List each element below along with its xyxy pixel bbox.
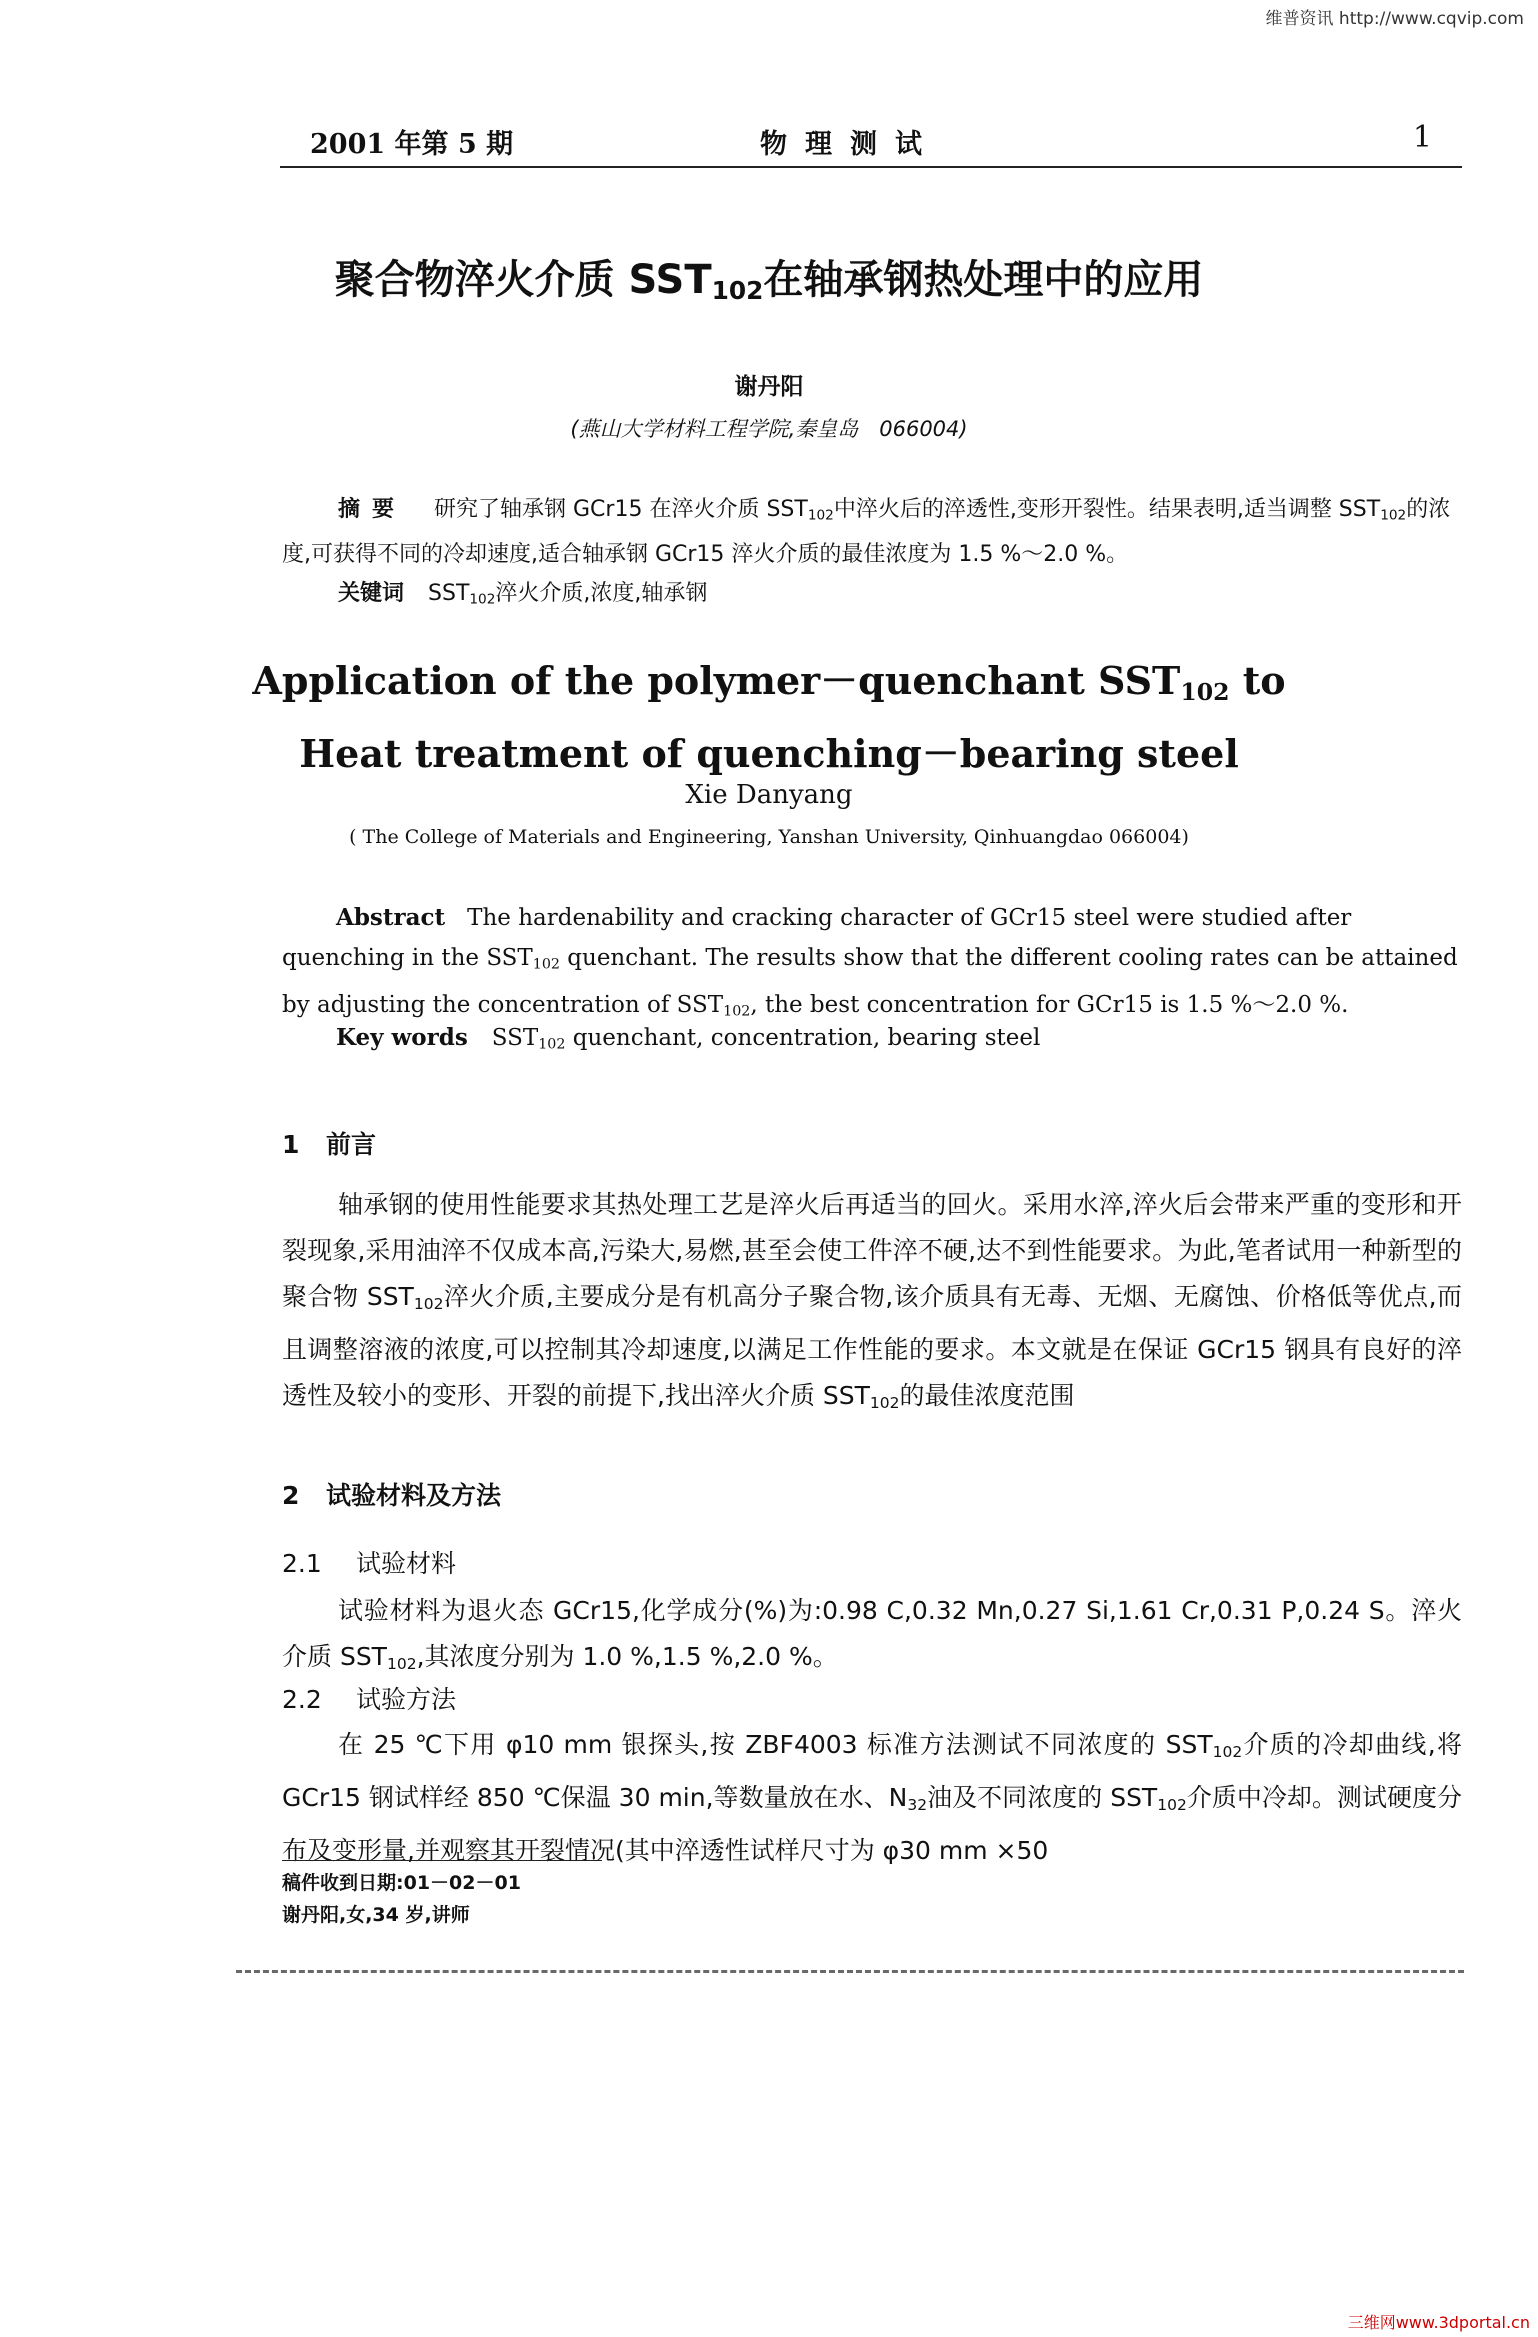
footnote-received: 稿件收到日期:01－02－01 (282, 1872, 521, 1894)
watermark: 维普资讯 http://www.cqvip.com (1265, 9, 1524, 29)
section-heading-1: 1 前言 (282, 1130, 377, 1159)
abstract-chinese: 摘要 研究了轴承钢 GCr15 在淬火介质 $SST_{102}$中淬火后的淬透性,变形开裂性。结果表明,适当调整 $SST_{102}$的浓度,可获得不同的冷却速度,适合轴承钢 GCr15 淬火介质的最佳浓度为 1.5 %～2.0 %。 (282, 497, 1451, 568)
footnote-rule (282, 1860, 602, 1861)
footnote-author-bio: 谢丹阳,女,34 岁,讲师 (282, 1904, 470, 1926)
page-number: 1 (1412, 120, 1432, 155)
title-chinese: 聚合物淬火介质 $SST_{102}$在轴承钢热处理中的应用 (334, 257, 1204, 306)
abstract-en-label: Abstract (336, 904, 446, 931)
abstract-label: 摘要 (338, 497, 407, 522)
section-heading-2: 2 试验材料及方法 (282, 1481, 502, 1510)
affiliation-english: ( The College of Materials and Engineering, Yanshan University, Qinhuangdao 066004) (349, 826, 1189, 848)
scan-artifact-line (236, 1970, 1464, 1973)
journal-name: 物理测试 (760, 129, 940, 160)
keywords-en-label: Key words (336, 1024, 468, 1051)
section-1-paragraph: 轴承钢的使用性能要求其热处理工艺是淬火后再适当的回火。采用水淬,淬火后会带来严重的变形和开裂现象,采用油淬不仅成本高,污染大,易燃,甚至会使工件淬不硬,达不到性能要求。为此,笔者试用一种新型的聚合物 $SST_{102}$淬火介质,主要成分是有机高分子聚合物,该介质具有无毒、无烟、无腐蚀、价格低等优点,而且调整溶液的浓度,可以控制其冷却速度,以满足工作性能的要求。本文就是在保证 GCr15 钢具有良好的淬透性及较小的变形、开裂的前提下,找出淬火介质 $SST_{102}$的最佳浓度范围 (282, 1190, 1462, 1412)
running-header (280, 118, 1462, 168)
keywords-english: Key words $SST_{102}$ quenchant, concentration, bearing steel (336, 1024, 1041, 1053)
issue-label: 2001 年第 5 期 (310, 129, 514, 160)
keywords-chinese: 关键词 $SST_{102}$淬火介质,浓度,轴承钢 (338, 581, 708, 608)
affiliation-chinese: (燕山大学材料工程学院,秦皇岛 066004) (570, 417, 968, 441)
abstract-english: Abstract The hardenability and cracking character of GCr15 steel were studied after quenching in the $SST_{102}$ quenchant. The results show that the different cooling rates can be attained by adjusting the concentration of $SST_{102}$, the best concentration for GCr15 is 1.5 %～2.0 %. (282, 904, 1458, 1020)
section-2-2-paragraph: 在 25 ℃下用 φ10 mm 银探头,按 ZBF4003 标准方法测试不同浓度的 $SST_{102}$介质的冷却曲线,将 GCr15 钢试样经 850 ℃保温 30 min,等数量放在水、$N_{32}$油及不同浓度的 $SST_{102}$介质中冷却。测试硬度分布及变形量,并观察其开裂情况(其中淬透性试样尺寸为 φ30 mm ×50 (282, 1730, 1462, 1865)
site-watermark: 三维网www.3dportal.cn (1347, 2313, 1530, 2332)
keywords-label: 关键词 (338, 581, 405, 606)
author-chinese: 谢丹阳 (734, 374, 804, 400)
subsection-heading-2-1: 2.1 试验材料 (282, 1549, 457, 1578)
title-english: Application of the polymer－quenchant $SST_{102}$ to Heat treatment of quenching－bearing steel (252, 658, 1286, 776)
subsection-heading-2-2: 2.2 试验方法 (282, 1685, 457, 1714)
section-2-1-paragraph: 试验材料为退火态 GCr15,化学成分(%)为:0.98 C,0.32 Mn,0.27 Si,1.61 Cr,0.31 P,0.24 S。淬火介质 $SST_{102}$,其浓度分别为 1.0 %,1.5 %,2.0 %。 (282, 1596, 1462, 1673)
author-english: Xie Danyang (685, 780, 853, 810)
